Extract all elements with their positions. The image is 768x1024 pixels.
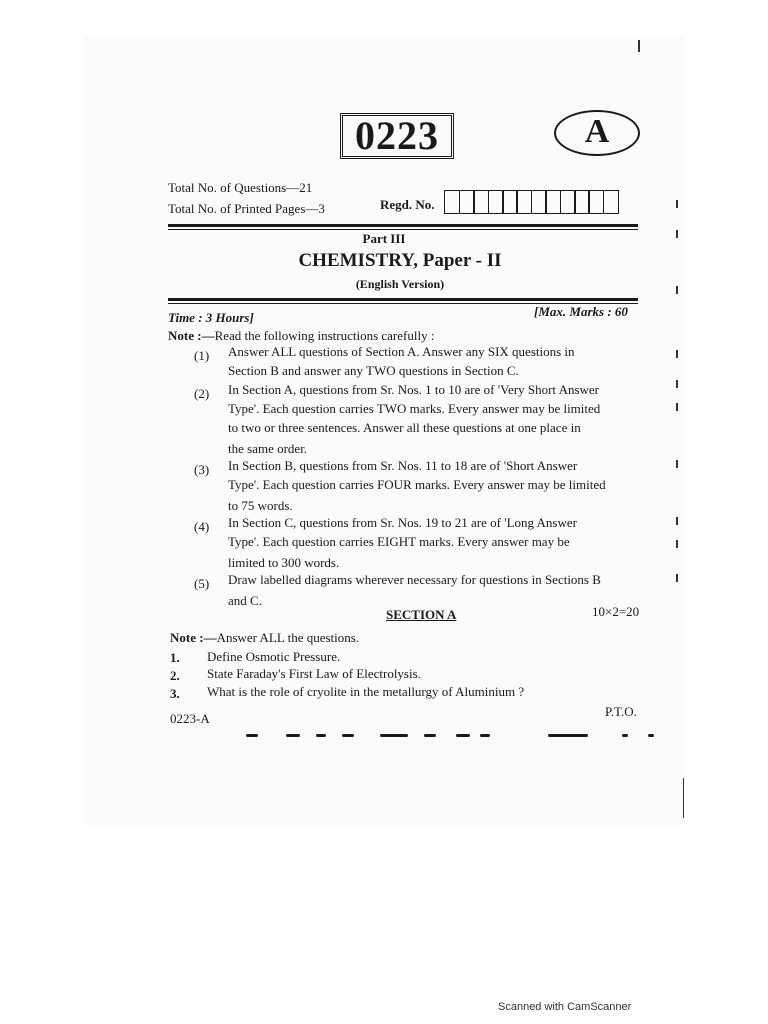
instruction-number: (3) — [194, 462, 210, 477]
instruction-line: the same order. — [228, 441, 308, 456]
bleed-mark — [648, 734, 654, 737]
double-rule-top-thin — [168, 229, 638, 230]
bleed-mark — [246, 734, 258, 737]
instruction-number: (2) — [194, 386, 210, 401]
instruction-number: (5) — [194, 576, 210, 591]
question-number: 1. — [170, 650, 180, 665]
total-questions: Total No. of Questions—21 — [168, 180, 313, 195]
instruction-line: to 75 words. — [228, 498, 293, 513]
instruction-line: limited to 300 words. — [228, 555, 340, 570]
scanner-watermark: Scanned with CamScanner — [498, 1001, 632, 1013]
instruction-line: Answer ALL questions of Section A. Answer any SIX questions in — [228, 344, 575, 359]
regd-no-label: Regd. No. — [380, 197, 435, 212]
question-number: 3. — [170, 686, 180, 701]
pto-label: P.T.O. — [605, 704, 637, 719]
note-text: Read the following instructions carefully : — [214, 328, 435, 343]
margin-mark — [676, 517, 678, 525]
regd-no-boxes — [446, 190, 619, 214]
instruction-line: Draw labelled diagrams wherever necessary for questions in Sections B — [228, 572, 601, 587]
bleed-mark — [286, 734, 300, 737]
instruction-number: (1) — [194, 348, 210, 363]
margin-mark — [676, 540, 678, 548]
bleed-mark — [380, 734, 408, 737]
part-label: Part III — [362, 231, 406, 246]
margin-mark — [676, 380, 678, 388]
question-text: What is the role of cryolite in the metallurgy of Aluminium ? — [207, 684, 525, 699]
time-label: Time : 3 Hours] — [168, 310, 254, 325]
total-pages: Total No. of Printed Pages—3 — [168, 201, 325, 216]
instruction-line: Type'. Each question carries TWO marks. Every answer may be limited — [228, 401, 601, 416]
instruction-line: to two or three sentences. Answer all these questions at one place in — [228, 420, 581, 435]
bleed-mark — [456, 734, 470, 737]
instruction-number: (4) — [194, 519, 210, 534]
margin-mark — [676, 460, 678, 468]
max-marks-label: [Max. Marks : 60 — [534, 304, 628, 319]
regd-box — [603, 190, 619, 214]
margin-mark — [676, 403, 678, 411]
double-rule-top — [168, 224, 638, 227]
margin-mark — [638, 40, 640, 52]
double-rule-mid — [168, 298, 638, 301]
instruction-line: Section B and answer any TWO questions in Section C. — [228, 363, 519, 378]
section-a-title: SECTION A — [386, 607, 457, 622]
bleed-mark — [622, 734, 628, 737]
footer-code: 0223-A — [170, 711, 210, 726]
margin-mark — [676, 286, 678, 294]
subject-title: CHEMISTRY, Paper - II — [298, 250, 502, 271]
bleed-mark — [548, 734, 588, 737]
note-label: Note :— — [168, 328, 215, 343]
version-label: (English Version) — [355, 277, 445, 291]
set-label-oval: A — [554, 110, 640, 156]
margin-mark — [683, 778, 684, 818]
instruction-line: and C. — [228, 593, 262, 608]
margin-mark — [676, 574, 678, 582]
instruction-line: In Section A, questions from Sr. Nos. 1 to 10 are of 'Very Short Answer — [228, 382, 600, 397]
section-a-marks: 10×2=20 — [592, 604, 640, 619]
question-text: State Faraday's First Law of Electrolysis. — [207, 666, 421, 681]
instruction-line: Type'. Each question carries FOUR marks. Every answer may be limited — [228, 477, 606, 492]
bleed-mark — [316, 734, 326, 737]
margin-mark — [676, 200, 678, 208]
instruction-line: In Section B, questions from Sr. Nos. 11 to 18 are of 'Short Answer — [228, 458, 578, 473]
question-number: 2. — [170, 668, 180, 683]
instruction-line: In Section C, questions from Sr. Nos. 19 to 21 are of 'Long Answer — [228, 515, 577, 530]
section-a-note-text: Answer ALL the questions. — [216, 630, 360, 645]
margin-mark — [676, 230, 678, 238]
bleed-mark — [480, 734, 490, 737]
question-text: Define Osmotic Pressure. — [207, 649, 341, 664]
bleed-mark — [342, 734, 354, 737]
instruction-line: Type'. Each question carries EIGHT marks. Every answer may be — [228, 534, 570, 549]
bleed-mark — [424, 734, 436, 737]
note-line — [168, 328, 434, 344]
margin-mark — [676, 350, 678, 358]
paper-code-box: 0223 — [340, 113, 454, 159]
section-a-note — [170, 630, 359, 646]
section-a-note-label: Note :— — [170, 630, 217, 645]
